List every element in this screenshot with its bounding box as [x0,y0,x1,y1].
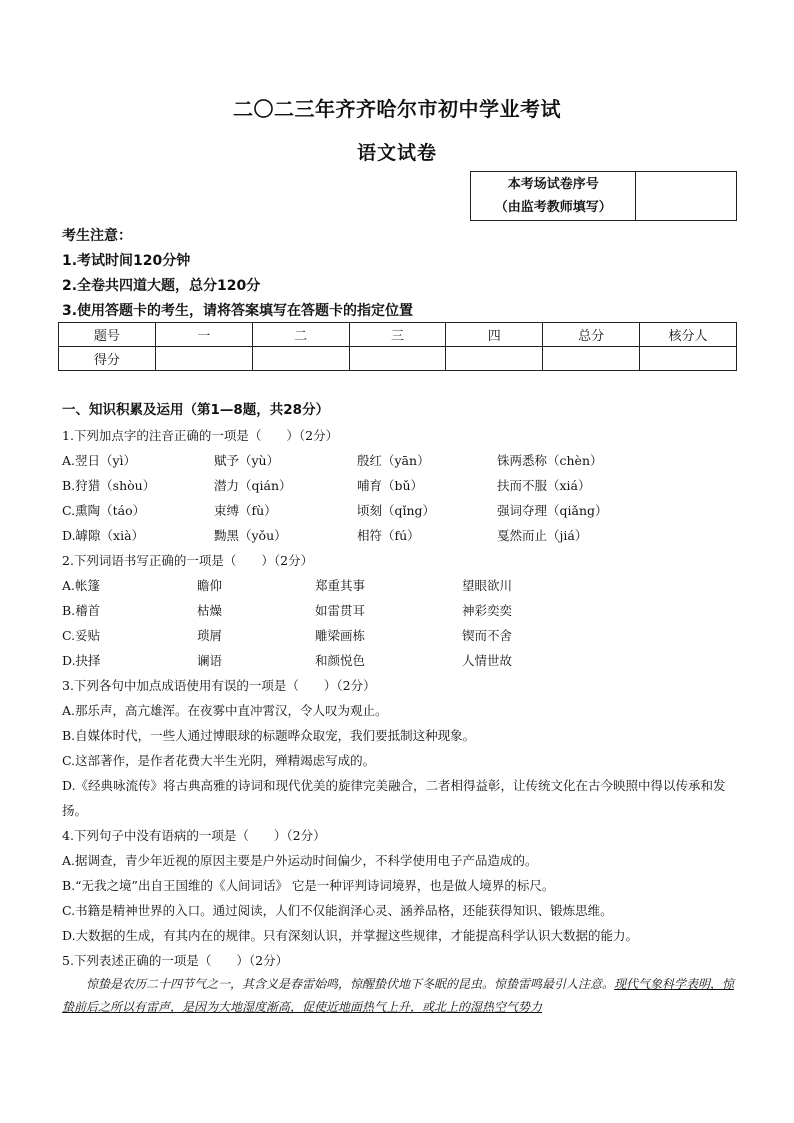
q5-passage-underlined: 现代 [614,977,639,991]
notice-item: 2.全卷共四道大题，总分120分 [62,278,261,294]
q5-passage-underlined: 气象科学表明，惊蛰前后之所以有雷声，是因为大地湿度渐高，促使近地面热气上升，或北上的湿热空气势力 [62,977,735,1014]
q2-option-row [62,573,738,598]
q4-option: D.大数据的生成，有其内在的规律。只有深刻认识，并掌握这些规律，才能提高科学认识大数据的能力。 [62,928,639,943]
q1-item: B.狩猎（shòu） [62,478,156,493]
q2-item: 琐屑 [197,628,223,643]
serial-label-line1: 本考场试卷序号 [507,177,599,192]
q3-option: C.这部著作，是作者花费大半生光阴，殚精竭虑写成的。 [62,753,376,768]
exam-title: 二〇二三年齐齐哈尔市初中学业考试 [233,97,561,121]
q1-item: 束缚（fù） [214,503,277,518]
q2-item: 谰语 [197,653,223,668]
score-cell[interactable] [155,347,252,371]
q5-passage [62,973,738,1019]
score-cell[interactable] [252,347,349,371]
q1-item: 相符（fú） [357,528,420,543]
q1-option-row [62,523,738,548]
notice-item: 1.考试时间120分钟 [62,253,191,269]
q2-item: A.帐篷 [62,578,101,593]
score-cell[interactable] [640,347,737,371]
question-body [62,398,738,1019]
question-stem: 2.下列词语书写正确的一项是（ ）（2分） [62,553,314,568]
serial-label-line2: （由监考教师填写） [494,200,612,215]
q1-option-row [62,498,738,523]
score-cell[interactable] [349,347,446,371]
score-table-score-row [59,347,737,371]
q1-item: A.翌日（yì） [62,453,137,468]
score-header-cell: 四 [446,323,543,347]
q2-item: B.稽首 [62,603,101,618]
score-header-cell: 总分 [543,323,640,347]
score-cell[interactable] [543,347,640,371]
q2-item: 枯燥 [197,603,223,618]
q1-item: D.罅隙（xià） [62,528,145,543]
q2-item: 望眼欲川 [462,578,513,593]
candidate-notice [62,224,413,324]
q2-item: 郑重其事 [315,578,366,593]
score-header-cell: 二 [252,323,349,347]
serial-number-box [470,171,737,221]
q2-item: 锲而不舍 [462,628,513,643]
q1-item: 黝黑（yǒu） [214,528,287,543]
q2-item: 神彩奕奕 [462,603,513,618]
q2-item: 如雷贯耳 [315,603,366,618]
question-stem: 3.下列各句中加点成语使用有误的一项是（ ）（2分） [62,678,376,693]
question-stem: 4.下列句子中没有语病的一项是（ ）（2分） [62,828,326,843]
q2-item: D.抉择 [62,653,101,668]
q1-item: 扶而不服（xiá） [497,478,591,493]
notice-heading: 考生注意： [62,228,132,244]
score-header-cell: 一 [155,323,252,347]
q1-item: 殷红（yān） [357,453,430,468]
q2-item: 和颜悦色 [315,653,366,668]
notice-item: 3.使用答题卡的考生，请将答案填写在答题卡的指定位置 [62,303,414,319]
score-cell[interactable] [446,347,543,371]
score-row-label: 得分 [59,347,156,371]
q4-option: C.书籍是精神世界的入口。通过阅读，人们不仅能润泽心灵、涵养品格，还能获得知识、锻炼思维。 [62,903,613,918]
question-stem: 5.下列表述正确的一项是（ ）（2分） [62,953,289,968]
q1-item: 哺育（bǔ） [357,478,424,493]
score-table [58,322,737,371]
q2-item: 雕梁画栋 [315,628,366,643]
exam-subtitle: 语文试卷 [356,142,437,164]
q2-item: 人情世故 [462,653,513,668]
q1-item: 铢两悉称（chèn） [497,453,603,468]
q4-option: B.“无我之境”出自王国维的《人间词话》 它是一种评判诗词境界，也是做人境界的标尺。 [62,878,555,893]
score-header-cell: 核分人 [640,323,737,347]
q1-item: 潜力（qián） [214,478,292,493]
q1-item: 强词夺理（qiǎng） [497,503,608,518]
score-header-cell: 三 [349,323,446,347]
q2-item: C.妥贴 [62,628,101,643]
q3-option: D.《经典咏流传》将古典高雅的诗词和现代优美的旋律完美融合，二者相得益彰，让传统文化在古今映照中得以传承和发扬。 [62,778,726,818]
score-table-header-row [59,323,737,347]
q1-item: 顷刻（qǐng） [357,503,436,518]
q2-item: 瞻仰 [197,578,223,593]
q3-option: B.自媒体时代，一些人通过博眼球的标题哗众取宠，我们要抵制这种现象。 [62,728,476,743]
serial-value-field[interactable] [636,172,737,221]
q2-option-row [62,598,738,623]
q1-item: 赋予（yù） [214,453,280,468]
q1-item: 戛然而止（jiá） [497,528,588,543]
q2-option-row [62,623,738,648]
q1-option-row [62,448,738,473]
q5-passage-text: 惊蛰是农历二十四节气之一，其含义是春雷始鸣，惊醒蛰伏地下冬眠的昆虫。惊蛰雷鸣最引人注意。 [86,977,615,991]
q1-item: C.熏陶（táo） [62,503,146,518]
question-stem: 1.下列加点字的注音正确的一项是（ ）（2分） [62,428,339,443]
score-header-cell: 题号 [59,323,156,347]
q3-option: A.那乐声，高亢雄浑。在夜雾中直冲霄汉，令人叹为观止。 [62,703,388,718]
q4-option: A.据调查，青少年近视的原因主要是户外运动时间偏少，不科学使用电子产品造成的。 [62,853,538,868]
q1-option-row [62,473,738,498]
section-title: 一、知识积累及运用（第1—8题，共28分） [62,402,330,418]
q2-option-row [62,648,738,673]
serial-label [471,172,636,221]
